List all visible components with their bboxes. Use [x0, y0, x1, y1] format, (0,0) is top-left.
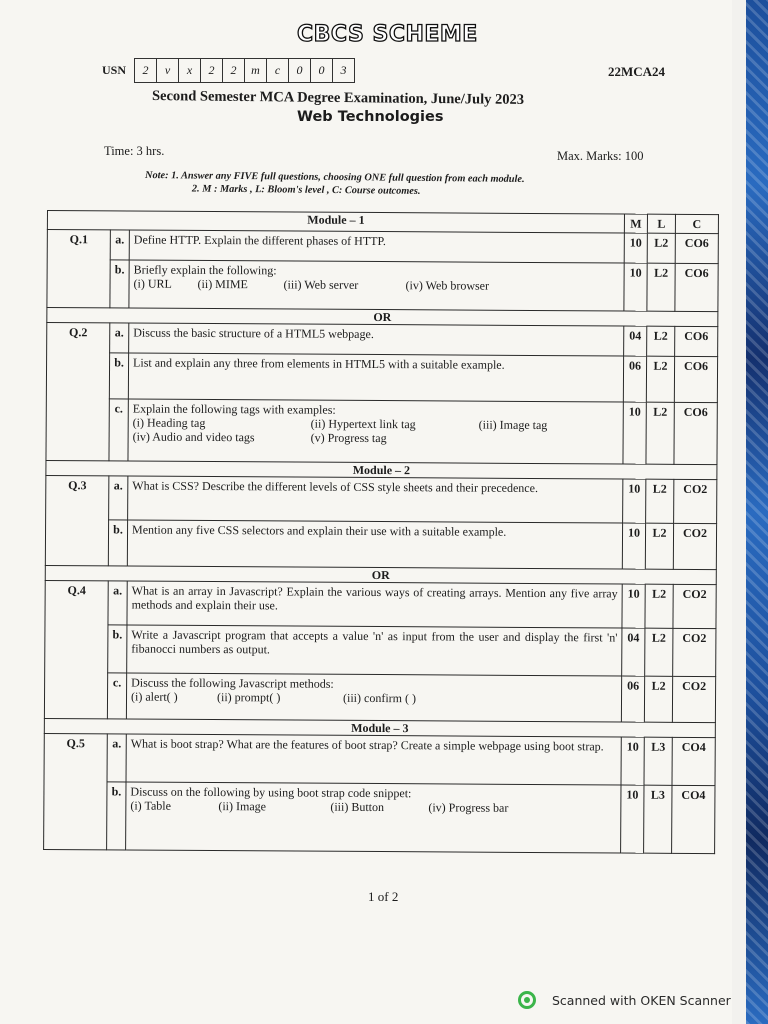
level: L2: [645, 628, 673, 676]
sub-label: b.: [110, 260, 129, 308]
question-text: [126, 673, 621, 722]
table-row: [44, 733, 715, 785]
outcome: CO6: [675, 263, 718, 311]
marks: 10: [622, 584, 645, 628]
option: (i) URL: [133, 276, 172, 291]
marks: 04: [624, 326, 647, 356]
question-text: [128, 399, 623, 464]
level: L2: [647, 326, 675, 356]
col-outcome: C: [675, 214, 718, 233]
level: L2: [646, 402, 674, 464]
option: (ii) prompt( ): [216, 690, 281, 705]
question-text: What is an array in Javascript? Explain the various ways of creating arrays. Mention any five array methods and explain their use.: [127, 581, 622, 628]
usn-label: USN: [102, 63, 127, 77]
sub-label: a.: [109, 476, 128, 520]
table-row: [45, 519, 716, 569]
question-text: [129, 260, 624, 311]
sub-label: b.: [109, 353, 128, 399]
sub-label: c.: [107, 673, 126, 719]
marks: 10: [622, 523, 645, 569]
sub-label: c.: [109, 399, 128, 461]
option: (iii) confirm ( ): [342, 690, 417, 706]
sub-label: a.: [110, 323, 129, 353]
question-text: Mention any five CSS selectors and explain their use with a suitable example.: [127, 520, 622, 569]
outcome: CO6: [675, 326, 718, 356]
marks: 10: [621, 785, 644, 853]
option: (iii) Button: [330, 799, 385, 815]
question-number: Q.2: [46, 323, 110, 461]
usn-boxes: [134, 58, 354, 83]
note-line-1: Note: 1. Answer any FIVE full questions, choosing ONE full question from each module.: [145, 170, 525, 185]
option: (i) Heading tag: [132, 415, 206, 430]
usn-box: 0: [288, 58, 311, 83]
table-row: [45, 624, 716, 676]
options-row: [133, 430, 619, 447]
question-text: Write a Javascript program that accepts a value 'n' as input from the user and display the first 'n' fibanocci numbers as output.: [127, 625, 622, 676]
outcome: CO2: [674, 479, 717, 523]
outcome: CO6: [675, 233, 718, 263]
table-row: [46, 398, 717, 464]
question-stem: Discuss the following Javascript methods:: [131, 675, 334, 691]
option: (i) alert( ): [130, 689, 178, 704]
question-number: Q.3: [45, 475, 109, 565]
outcome: CO2: [673, 628, 716, 676]
level: L2: [645, 584, 673, 628]
options-row: [131, 690, 617, 707]
outcome: CO2: [672, 676, 715, 722]
question-text: What is boot strap? What are the features of boot strap? Create a simple webpage using boot strap.: [126, 734, 621, 785]
sub-label: a.: [110, 230, 129, 260]
exam-title: Second Semester MCA Degree Examination, June/July 2023: [151, 88, 525, 108]
time-allowed: Time: 3 hrs.: [104, 144, 165, 158]
usn-box: m: [244, 58, 267, 83]
table-row: [45, 580, 716, 628]
option: (v) Progress tag: [310, 430, 387, 446]
level: L2: [644, 676, 672, 722]
usn-box: 2: [134, 58, 157, 83]
level: L3: [644, 785, 672, 853]
sub-label: a.: [107, 734, 126, 782]
usn-box: 2: [222, 58, 245, 83]
scheme-title: CBCS SCHEME: [297, 22, 478, 47]
option: (i) Table: [130, 798, 171, 813]
option: (ii) Image: [218, 799, 267, 814]
level: L2: [646, 356, 674, 402]
marks: 10: [621, 737, 644, 785]
table-row: [46, 475, 717, 523]
usn-box: c: [266, 58, 289, 83]
outcome: CO4: [672, 737, 715, 785]
subject-title: Web Technologies: [297, 109, 444, 125]
table-row: [47, 260, 718, 312]
marks: 10: [624, 263, 647, 311]
option: (iii) Web server: [283, 277, 359, 292]
module-1-heading: Module – 1: [47, 211, 624, 234]
usn-box: v: [156, 58, 179, 83]
table-row: [47, 230, 718, 264]
level: L2: [645, 523, 673, 569]
question-text: Define HTTP. Explain the different phases of HTTP.: [129, 230, 624, 263]
option: (ii) MIME: [197, 276, 248, 292]
sub-label: a.: [108, 581, 127, 625]
sub-label: b.: [107, 782, 126, 850]
level: L2: [647, 263, 675, 311]
usn-box: x: [178, 58, 201, 83]
question-stem: Discuss on the following by using boot strap code snippet:: [130, 784, 412, 801]
option: (iv) Audio and video tags: [132, 429, 255, 445]
outcome: CO2: [673, 523, 716, 569]
page-number: 1 of 2: [368, 889, 399, 904]
background-edge: [746, 0, 768, 1024]
scanner-logo-icon: [518, 991, 536, 1009]
module-2-heading: Module – 2: [46, 460, 717, 479]
marks: 06: [623, 356, 646, 402]
instructions-note: [145, 169, 525, 199]
marks: 04: [622, 628, 645, 676]
module-3-heading: Module – 3: [44, 718, 715, 737]
level: L3: [644, 737, 672, 785]
question-number: Q.1: [47, 230, 110, 308]
marks: 06: [621, 676, 644, 722]
max-marks: Max. Marks: 100: [557, 149, 644, 163]
usn-box: 3: [332, 58, 355, 83]
sub-label: b.: [108, 625, 127, 673]
level: L2: [647, 233, 675, 263]
marks: 10: [624, 233, 647, 263]
table-row: [44, 672, 715, 722]
table-row: [44, 781, 715, 853]
course-code: 22MCA24: [608, 64, 666, 79]
scanner-text: Scanned with OKEN Scanner: [552, 992, 731, 1008]
or-separator: OR: [45, 565, 716, 584]
question-text: List and explain any three from elements in HTML5 with a suitable example.: [128, 353, 623, 402]
marks: 10: [623, 402, 646, 464]
sub-label: b.: [108, 520, 127, 566]
or-separator: OR: [47, 308, 718, 327]
outcome: CO6: [674, 402, 717, 464]
options-row: [134, 277, 620, 294]
question-text: [126, 782, 621, 853]
option: (iv) Progress bar: [428, 800, 509, 815]
usn-box: 0: [310, 58, 333, 83]
col-marks: M: [624, 214, 647, 233]
marks: 10: [623, 479, 646, 523]
usn-box: 2: [200, 58, 223, 83]
question-text: Discuss the basic structure of a HTML5 webpage.: [129, 323, 624, 356]
outcome: CO2: [673, 584, 716, 628]
level: L2: [646, 479, 674, 523]
option: (ii) Hypertext link tag: [310, 416, 416, 432]
question-text: What is CSS? Describe the different levels of CSS style sheets and their precedence.: [128, 476, 623, 523]
table-row: [47, 323, 718, 357]
question-table: [43, 210, 719, 854]
question-number: Q.4: [44, 580, 108, 718]
question-stem: Explain the following tags with examples:: [132, 401, 336, 417]
outcome: CO6: [674, 356, 717, 402]
question-number: Q.5: [44, 733, 108, 849]
scanner-watermark: [518, 991, 731, 1009]
outcome: CO4: [672, 785, 715, 853]
question-stem: Briefly explain the following:: [133, 262, 277, 278]
option: (iv) Web browser: [405, 278, 490, 293]
table-row: [46, 353, 717, 403]
option: (iii) Image tag: [478, 417, 548, 433]
col-level: L: [647, 214, 675, 233]
note-line-2: 2. M : Marks , L: Bloom's level , C: Course outcomes.: [191, 183, 421, 197]
options-row: [130, 799, 616, 816]
